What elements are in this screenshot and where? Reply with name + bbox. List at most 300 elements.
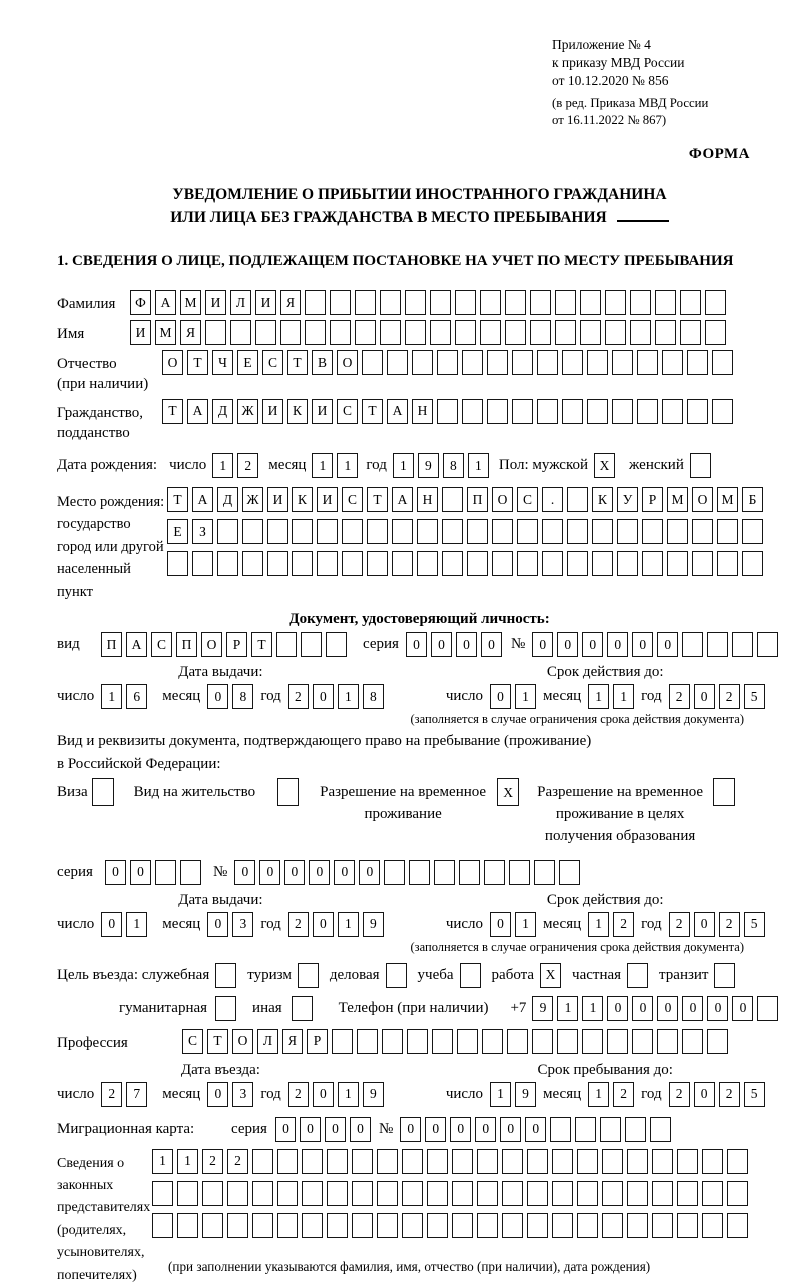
migration-series-cell[interactable]: 0 xyxy=(325,1117,346,1142)
residence-number-cell[interactable] xyxy=(384,860,405,885)
representative-cell[interactable] xyxy=(677,1213,698,1238)
firstname-cell[interactable] xyxy=(305,320,326,345)
citizenship-cell[interactable]: И xyxy=(262,399,283,424)
surname-cell[interactable]: И xyxy=(205,290,226,315)
birthplace-cell[interactable] xyxy=(567,551,588,576)
doc-number-cell[interactable] xyxy=(682,632,703,657)
citizenship-cell[interactable]: С xyxy=(337,399,358,424)
stay-month-cell[interactable]: 2 xyxy=(613,1082,634,1107)
surname-cell[interactable] xyxy=(505,290,526,315)
patronymic-cell[interactable]: В xyxy=(312,350,333,375)
firstname-cell[interactable] xyxy=(355,320,376,345)
firstname-cell[interactable] xyxy=(330,320,351,345)
residence-issue-year-cell[interactable]: 0 xyxy=(313,912,334,937)
birthplace-cell[interactable] xyxy=(367,519,388,544)
patronymic-cell[interactable] xyxy=(362,350,383,375)
residence-valid-year-cell[interactable]: 5 xyxy=(744,912,765,937)
representative-cell[interactable] xyxy=(652,1181,673,1206)
birthplace-cell[interactable]: И xyxy=(317,487,338,512)
birthplace-cell[interactable]: Т xyxy=(367,487,388,512)
profession-cell[interactable] xyxy=(657,1029,678,1054)
entry-year-cell[interactable]: 2 xyxy=(288,1082,309,1107)
citizenship-cell[interactable]: А xyxy=(187,399,208,424)
birthplace-cell[interactable]: . xyxy=(542,487,563,512)
surname-cell[interactable] xyxy=(605,290,626,315)
residence-valid-day-cell[interactable]: 1 xyxy=(515,912,536,937)
stay-year-cell[interactable]: 2 xyxy=(719,1082,740,1107)
birthplace-cell[interactable]: Ж xyxy=(242,487,263,512)
citizenship-cell[interactable] xyxy=(637,399,658,424)
doc-issue-year-cell[interactable]: 1 xyxy=(338,684,359,709)
migration-series-cell[interactable]: 0 xyxy=(300,1117,321,1142)
representative-cell[interactable] xyxy=(602,1149,623,1174)
surname-cell[interactable] xyxy=(330,290,351,315)
representative-cell[interactable] xyxy=(502,1181,523,1206)
representative-cell[interactable] xyxy=(352,1149,373,1174)
residence-number-cell[interactable] xyxy=(409,860,430,885)
citizenship-cell[interactable] xyxy=(587,399,608,424)
migration-series-cell[interactable]: 0 xyxy=(275,1117,296,1142)
patronymic-cell[interactable]: О xyxy=(337,350,358,375)
doc-number-cell[interactable]: 0 xyxy=(532,632,553,657)
representative-cell[interactable] xyxy=(527,1213,548,1238)
birthplace-cell[interactable] xyxy=(292,519,313,544)
doc-issue-year-cell[interactable]: 2 xyxy=(288,684,309,709)
citizenship-cell[interactable]: К xyxy=(287,399,308,424)
representative-cell[interactable] xyxy=(477,1213,498,1238)
birthplace-cell[interactable] xyxy=(517,551,538,576)
phone-cell[interactable] xyxy=(757,996,778,1021)
doc-valid-day-cell[interactable]: 1 xyxy=(515,684,536,709)
residence-number-cell[interactable] xyxy=(509,860,530,885)
purpose-cell[interactable] xyxy=(460,963,481,988)
entry-month-cell[interactable]: 0 xyxy=(207,1082,228,1107)
birthplace-cell[interactable]: С xyxy=(342,487,363,512)
birthplace-cell[interactable]: М xyxy=(717,487,738,512)
representative-cell[interactable] xyxy=(327,1213,348,1238)
doc-type-cell[interactable]: Т xyxy=(251,632,272,657)
residence-valid-year-cell[interactable]: 2 xyxy=(719,912,740,937)
representative-cell[interactable] xyxy=(152,1181,173,1206)
doc-type-cell[interactable] xyxy=(276,632,297,657)
representative-cell[interactable] xyxy=(527,1149,548,1174)
residence-issue-month-cell[interactable]: 0 xyxy=(207,912,228,937)
representative-cell[interactable] xyxy=(277,1181,298,1206)
doc-type-cell[interactable] xyxy=(326,632,347,657)
patronymic-cell[interactable] xyxy=(437,350,458,375)
migration-series-cell[interactable]: 0 xyxy=(350,1117,371,1142)
representative-cell[interactable] xyxy=(527,1181,548,1206)
firstname-cell[interactable] xyxy=(455,320,476,345)
surname-cell[interactable] xyxy=(480,290,501,315)
birthplace-cell[interactable]: З xyxy=(192,519,213,544)
birthplace-cell[interactable] xyxy=(617,551,638,576)
profession-cell[interactable] xyxy=(332,1029,353,1054)
representative-cell[interactable] xyxy=(227,1213,248,1238)
firstname-cell[interactable] xyxy=(480,320,501,345)
patronymic-cell[interactable] xyxy=(487,350,508,375)
residence-series-cell[interactable] xyxy=(155,860,176,885)
birthplace-cell[interactable] xyxy=(267,519,288,544)
birthplace-cell[interactable]: Т xyxy=(167,487,188,512)
representative-cell[interactable] xyxy=(327,1149,348,1174)
profession-cell[interactable] xyxy=(707,1029,728,1054)
birthplace-cell[interactable] xyxy=(567,487,588,512)
representative-cell[interactable] xyxy=(302,1213,323,1238)
citizenship-cell[interactable]: А xyxy=(387,399,408,424)
surname-cell[interactable] xyxy=(405,290,426,315)
birthplace-cell[interactable] xyxy=(692,519,713,544)
doc-number-cell[interactable]: 0 xyxy=(657,632,678,657)
migration-number-cell[interactable]: 0 xyxy=(500,1117,521,1142)
citizenship-cell[interactable]: Н xyxy=(412,399,433,424)
stay-year-cell[interactable]: 0 xyxy=(694,1082,715,1107)
profession-cell[interactable] xyxy=(407,1029,428,1054)
representative-cell[interactable] xyxy=(427,1181,448,1206)
residence-number-cell[interactable]: 0 xyxy=(334,860,355,885)
profession-cell[interactable]: Р xyxy=(307,1029,328,1054)
birthplace-cell[interactable] xyxy=(742,551,763,576)
residence-number-cell[interactable] xyxy=(459,860,480,885)
surname-cell[interactable]: Ф xyxy=(130,290,151,315)
doc-series-cell[interactable]: 0 xyxy=(456,632,477,657)
residence-number-cell[interactable]: 0 xyxy=(284,860,305,885)
birth-month-cell[interactable]: 1 xyxy=(337,453,358,478)
representative-cell[interactable] xyxy=(502,1149,523,1174)
representative-cell[interactable] xyxy=(727,1149,748,1174)
representative-cell[interactable] xyxy=(602,1213,623,1238)
residence-number-cell[interactable]: 0 xyxy=(309,860,330,885)
doc-issue-year-cell[interactable]: 0 xyxy=(313,684,334,709)
patronymic-cell[interactable]: О xyxy=(162,350,183,375)
representative-cell[interactable] xyxy=(652,1149,673,1174)
birthplace-cell[interactable] xyxy=(717,551,738,576)
migration-number-cell[interactable]: 0 xyxy=(450,1117,471,1142)
birthplace-cell[interactable] xyxy=(317,519,338,544)
birthplace-cell[interactable] xyxy=(417,519,438,544)
birth-month-cell[interactable]: 1 xyxy=(312,453,333,478)
birthplace-cell[interactable] xyxy=(542,551,563,576)
birthplace-cell[interactable] xyxy=(667,551,688,576)
migration-number-cell[interactable]: 0 xyxy=(475,1117,496,1142)
residence-issue-year-cell[interactable]: 2 xyxy=(288,912,309,937)
phone-cell[interactable]: 1 xyxy=(582,996,603,1021)
birthplace-cell[interactable]: Р xyxy=(642,487,663,512)
migration-number-cell[interactable] xyxy=(650,1117,671,1142)
profession-cell[interactable] xyxy=(357,1029,378,1054)
representative-cell[interactable] xyxy=(402,1149,423,1174)
doc-valid-year-cell[interactable]: 2 xyxy=(669,684,690,709)
doc-valid-year-cell[interactable]: 0 xyxy=(694,684,715,709)
representative-cell[interactable] xyxy=(377,1213,398,1238)
birthplace-cell[interactable] xyxy=(442,487,463,512)
firstname-cell[interactable]: И xyxy=(130,320,151,345)
residence-number-cell[interactable]: 0 xyxy=(234,860,255,885)
stay-year-cell[interactable]: 2 xyxy=(669,1082,690,1107)
firstname-cell[interactable] xyxy=(605,320,626,345)
birthplace-cell[interactable] xyxy=(617,519,638,544)
profession-cell[interactable] xyxy=(507,1029,528,1054)
birthplace-cell[interactable]: О xyxy=(492,487,513,512)
citizenship-cell[interactable] xyxy=(537,399,558,424)
doc-valid-year-cell[interactable]: 2 xyxy=(719,684,740,709)
birthplace-cell[interactable]: С xyxy=(517,487,538,512)
birth-year-cell[interactable]: 9 xyxy=(418,453,439,478)
doc-issue-day-cell[interactable]: 1 xyxy=(101,684,122,709)
migration-number-cell[interactable] xyxy=(625,1117,646,1142)
birthplace-cell[interactable]: А xyxy=(192,487,213,512)
birthplace-cell[interactable] xyxy=(517,519,538,544)
birthplace-cell[interactable] xyxy=(242,519,263,544)
migration-number-cell[interactable] xyxy=(575,1117,596,1142)
doc-type-cell[interactable]: О xyxy=(201,632,222,657)
firstname-cell[interactable]: Я xyxy=(180,320,201,345)
residence-valid-year-cell[interactable]: 2 xyxy=(669,912,690,937)
profession-cell[interactable] xyxy=(557,1029,578,1054)
migration-number-cell[interactable] xyxy=(600,1117,621,1142)
birthplace-cell[interactable]: О xyxy=(692,487,713,512)
representative-cell[interactable] xyxy=(402,1213,423,1238)
profession-cell[interactable] xyxy=(582,1029,603,1054)
patronymic-cell[interactable] xyxy=(662,350,683,375)
birthplace-cell[interactable]: Б xyxy=(742,487,763,512)
entry-month-cell[interactable]: 3 xyxy=(232,1082,253,1107)
birthplace-cell[interactable] xyxy=(442,551,463,576)
patronymic-cell[interactable] xyxy=(612,350,633,375)
representative-cell[interactable] xyxy=(177,1213,198,1238)
patronymic-cell[interactable] xyxy=(512,350,533,375)
purpose-cell[interactable]: X xyxy=(540,963,561,988)
entry-year-cell[interactable]: 0 xyxy=(313,1082,334,1107)
profession-cell[interactable] xyxy=(432,1029,453,1054)
citizenship-cell[interactable]: Т xyxy=(362,399,383,424)
birthplace-cell[interactable] xyxy=(642,551,663,576)
representative-cell[interactable] xyxy=(327,1181,348,1206)
firstname-cell[interactable] xyxy=(230,320,251,345)
citizenship-cell[interactable] xyxy=(662,399,683,424)
birthplace-cell[interactable] xyxy=(417,551,438,576)
firstname-cell[interactable] xyxy=(555,320,576,345)
profession-cell[interactable] xyxy=(457,1029,478,1054)
doc-valid-month-cell[interactable]: 1 xyxy=(613,684,634,709)
representative-cell[interactable] xyxy=(227,1181,248,1206)
doc-type-cell[interactable]: П xyxy=(176,632,197,657)
stay-day-cell[interactable]: 9 xyxy=(515,1082,536,1107)
patronymic-cell[interactable]: Ч xyxy=(212,350,233,375)
birthplace-cell[interactable]: И xyxy=(267,487,288,512)
surname-cell[interactable] xyxy=(355,290,376,315)
surname-cell[interactable]: А xyxy=(155,290,176,315)
patronymic-cell[interactable]: С xyxy=(262,350,283,375)
birthplace-cell[interactable] xyxy=(392,551,413,576)
citizenship-cell[interactable]: И xyxy=(312,399,333,424)
representative-cell[interactable] xyxy=(702,1181,723,1206)
representative-cell[interactable] xyxy=(652,1213,673,1238)
representative-cell[interactable] xyxy=(277,1149,298,1174)
visa-cell[interactable] xyxy=(92,778,114,806)
firstname-cell[interactable] xyxy=(505,320,526,345)
profession-cell[interactable] xyxy=(482,1029,503,1054)
representative-cell[interactable] xyxy=(627,1213,648,1238)
firstname-cell[interactable] xyxy=(255,320,276,345)
birthplace-cell[interactable] xyxy=(217,551,238,576)
citizenship-cell[interactable] xyxy=(437,399,458,424)
birthplace-cell[interactable] xyxy=(467,519,488,544)
birthplace-cell[interactable]: К xyxy=(292,487,313,512)
patronymic-cell[interactable]: Е xyxy=(237,350,258,375)
representative-cell[interactable] xyxy=(677,1149,698,1174)
representative-cell[interactable] xyxy=(502,1213,523,1238)
doc-type-cell[interactable]: А xyxy=(126,632,147,657)
representative-cell[interactable] xyxy=(427,1213,448,1238)
representative-cell[interactable] xyxy=(202,1213,223,1238)
birthplace-cell[interactable] xyxy=(592,551,613,576)
firstname-cell[interactable] xyxy=(380,320,401,345)
birth-day-cell[interactable]: 1 xyxy=(212,453,233,478)
entry-day-cell[interactable]: 7 xyxy=(126,1082,147,1107)
firstname-cell[interactable]: М xyxy=(155,320,176,345)
surname-cell[interactable] xyxy=(705,290,726,315)
birth-year-cell[interactable]: 8 xyxy=(443,453,464,478)
birthplace-cell[interactable]: У xyxy=(617,487,638,512)
representative-cell[interactable] xyxy=(202,1181,223,1206)
representative-cell[interactable] xyxy=(377,1149,398,1174)
surname-cell[interactable]: И xyxy=(255,290,276,315)
citizenship-cell[interactable] xyxy=(487,399,508,424)
birthplace-cell[interactable] xyxy=(342,551,363,576)
patronymic-cell[interactable] xyxy=(537,350,558,375)
birthplace-cell[interactable] xyxy=(567,519,588,544)
phone-cell[interactable]: 0 xyxy=(657,996,678,1021)
residence-valid-month-cell[interactable]: 2 xyxy=(613,912,634,937)
doc-series-cell[interactable]: 0 xyxy=(481,632,502,657)
purpose-cell[interactable] xyxy=(215,996,236,1021)
citizenship-cell[interactable]: Ж xyxy=(237,399,258,424)
birthplace-cell[interactable]: П xyxy=(467,487,488,512)
doc-type-cell[interactable]: С xyxy=(151,632,172,657)
phone-cell[interactable]: 1 xyxy=(557,996,578,1021)
residence-number-cell[interactable] xyxy=(434,860,455,885)
birthplace-cell[interactable]: К xyxy=(592,487,613,512)
firstname-cell[interactable] xyxy=(280,320,301,345)
doc-series-cell[interactable]: 0 xyxy=(431,632,452,657)
firstname-cell[interactable] xyxy=(405,320,426,345)
citizenship-cell[interactable] xyxy=(462,399,483,424)
purpose-cell[interactable] xyxy=(386,963,407,988)
residence-number-cell[interactable] xyxy=(484,860,505,885)
birthplace-cell[interactable]: М xyxy=(667,487,688,512)
doc-number-cell[interactable] xyxy=(732,632,753,657)
doc-type-cell[interactable] xyxy=(301,632,322,657)
profession-cell[interactable]: Т xyxy=(207,1029,228,1054)
representative-cell[interactable] xyxy=(602,1181,623,1206)
surname-cell[interactable]: Я xyxy=(280,290,301,315)
patronymic-cell[interactable] xyxy=(712,350,733,375)
representative-cell[interactable] xyxy=(252,1181,273,1206)
doc-number-cell[interactable]: 0 xyxy=(557,632,578,657)
residence-series-cell[interactable]: 0 xyxy=(105,860,126,885)
representative-cell[interactable] xyxy=(477,1149,498,1174)
profession-cell[interactable]: С xyxy=(182,1029,203,1054)
citizenship-cell[interactable] xyxy=(512,399,533,424)
profession-cell[interactable] xyxy=(532,1029,553,1054)
patronymic-cell[interactable] xyxy=(637,350,658,375)
surname-cell[interactable] xyxy=(380,290,401,315)
firstname-cell[interactable] xyxy=(430,320,451,345)
birth-year-cell[interactable]: 1 xyxy=(393,453,414,478)
representative-cell[interactable] xyxy=(727,1181,748,1206)
birth-year-cell[interactable]: 1 xyxy=(468,453,489,478)
birthplace-cell[interactable] xyxy=(292,551,313,576)
doc-valid-year-cell[interactable]: 5 xyxy=(744,684,765,709)
firstname-cell[interactable] xyxy=(530,320,551,345)
representative-cell[interactable] xyxy=(552,1181,573,1206)
representative-cell[interactable] xyxy=(727,1213,748,1238)
birthplace-cell[interactable]: Д xyxy=(217,487,238,512)
doc-type-cell[interactable]: П xyxy=(101,632,122,657)
representative-cell[interactable] xyxy=(702,1213,723,1238)
surname-cell[interactable]: М xyxy=(180,290,201,315)
patronymic-cell[interactable]: Т xyxy=(287,350,308,375)
representative-cell[interactable] xyxy=(177,1181,198,1206)
entry-year-cell[interactable]: 1 xyxy=(338,1082,359,1107)
phone-cell[interactable]: 0 xyxy=(682,996,703,1021)
surname-cell[interactable] xyxy=(655,290,676,315)
birthplace-cell[interactable] xyxy=(367,551,388,576)
representative-cell[interactable] xyxy=(352,1213,373,1238)
profession-cell[interactable]: О xyxy=(232,1029,253,1054)
phone-cell[interactable]: 0 xyxy=(732,996,753,1021)
representative-cell[interactable] xyxy=(677,1181,698,1206)
birthplace-cell[interactable] xyxy=(342,519,363,544)
stay-day-cell[interactable]: 1 xyxy=(490,1082,511,1107)
representative-cell[interactable] xyxy=(552,1149,573,1174)
representative-cell[interactable] xyxy=(452,1213,473,1238)
firstname-cell[interactable] xyxy=(655,320,676,345)
residence-issue-year-cell[interactable]: 9 xyxy=(363,912,384,937)
surname-cell[interactable] xyxy=(555,290,576,315)
representative-cell[interactable]: 1 xyxy=(152,1149,173,1174)
doc-issue-month-cell[interactable]: 0 xyxy=(207,684,228,709)
residence-issue-year-cell[interactable]: 1 xyxy=(338,912,359,937)
representative-cell[interactable] xyxy=(452,1149,473,1174)
residence-issue-month-cell[interactable]: 3 xyxy=(232,912,253,937)
representative-cell[interactable] xyxy=(427,1149,448,1174)
doc-series-cell[interactable]: 0 xyxy=(406,632,427,657)
phone-cell[interactable]: 0 xyxy=(707,996,728,1021)
birthplace-cell[interactable]: Е xyxy=(167,519,188,544)
purpose-cell[interactable] xyxy=(292,996,313,1021)
doc-number-cell[interactable]: 0 xyxy=(607,632,628,657)
phone-cell[interactable]: 9 xyxy=(532,996,553,1021)
birth-day-cell[interactable]: 2 xyxy=(237,453,258,478)
surname-cell[interactable] xyxy=(455,290,476,315)
surname-cell[interactable] xyxy=(630,290,651,315)
phone-cell[interactable]: 0 xyxy=(607,996,628,1021)
birthplace-cell[interactable] xyxy=(167,551,188,576)
stay-year-cell[interactable]: 5 xyxy=(744,1082,765,1107)
residence-number-cell[interactable]: 0 xyxy=(359,860,380,885)
representative-cell[interactable] xyxy=(577,1213,598,1238)
representative-cell[interactable] xyxy=(702,1149,723,1174)
entry-day-cell[interactable]: 2 xyxy=(101,1082,122,1107)
doc-valid-day-cell[interactable]: 0 xyxy=(490,684,511,709)
birthplace-cell[interactable] xyxy=(642,519,663,544)
surname-cell[interactable] xyxy=(530,290,551,315)
doc-valid-month-cell[interactable]: 1 xyxy=(588,684,609,709)
entry-year-cell[interactable]: 9 xyxy=(363,1082,384,1107)
patronymic-cell[interactable]: Т xyxy=(187,350,208,375)
